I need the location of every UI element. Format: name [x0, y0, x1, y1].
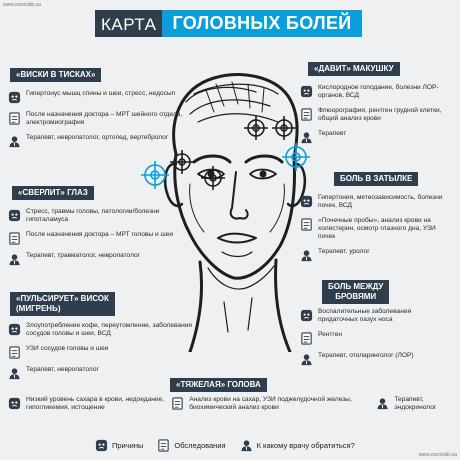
exam-icon	[8, 232, 21, 245]
header-brovi-line1: БОЛЬ МЕЖДУ	[328, 282, 384, 291]
legend-exams	[157, 438, 225, 452]
item-text: Терапевт, уролог	[318, 248, 370, 255]
site-url-bottom: www.euroclab.ua	[418, 452, 457, 458]
doctor-icon	[8, 253, 21, 266]
item-text: УЗИ сосудов головы и шеи	[26, 345, 109, 352]
item-text: Терапевт, невропатолог, ортопед, вертебролог	[26, 134, 169, 141]
legend-doctor	[240, 438, 355, 452]
item-text: Гипертонус мышц спины и шеи, стресс, недосып	[26, 90, 176, 97]
item-text: Терапевт, невропатолог	[26, 366, 99, 373]
header-tyazhelaya: «ТЯЖЕЛАЯ» ГОЛОВА	[170, 378, 267, 392]
header-pulsiruet-line1: «ПУЛЬСИРУЕТ» ВИСОК	[16, 294, 109, 303]
list-item	[8, 345, 194, 359]
exam-icon	[300, 332, 313, 345]
page-title	[95, 10, 362, 37]
legend-causes	[95, 438, 143, 452]
item-text: «Почечные пробы», анализ крови на холестерин, осмотр глазного дна, УЗИ почек	[318, 217, 436, 240]
item-text: Низкий уровень сахара в крови, недоедание, гипогликемия, истощение	[26, 396, 165, 411]
section-davit	[300, 84, 452, 151]
item-text: Гипертония, метеозависимость, болезни почек, ВСД	[318, 194, 443, 209]
doctor-icon	[376, 397, 389, 410]
list-item	[300, 248, 452, 262]
item-text: Терапевт, эндокринолог	[394, 396, 437, 411]
header-pulsiruet	[10, 292, 115, 316]
list-item	[376, 396, 456, 412]
list-item	[300, 130, 452, 144]
cause-icon	[95, 439, 108, 452]
legend-causes-label: Причины	[112, 440, 144, 450]
item-text: Терапевт	[318, 130, 347, 137]
item-text: Кислородное голодание, болезни ЛОР-органов, ВСД	[318, 84, 439, 99]
doctor-icon	[240, 439, 253, 452]
doctor-icon	[8, 367, 21, 380]
doctor-icon	[300, 249, 313, 262]
list-item	[300, 217, 452, 241]
section-tyazhelaya	[8, 396, 456, 419]
title-part2: ГОЛОВНЫХ БОЛЕЙ	[162, 10, 361, 37]
item-text: Злоупотребление кофе, переутомление, заболевания сосудов головы и шеи, ВСД	[26, 322, 192, 337]
list-item	[300, 84, 452, 100]
cause-icon	[300, 85, 313, 98]
cause-icon	[8, 397, 21, 410]
header-sverlit: «СВЕРЛИТ» ГЛАЗ	[12, 186, 94, 200]
cause-icon	[8, 91, 21, 104]
header-brovi	[322, 280, 389, 304]
list-item	[300, 331, 452, 345]
legend-doctor-label: К какому врачу обратиться?	[256, 440, 355, 450]
legend	[95, 438, 369, 452]
section-pulsiruet	[8, 322, 194, 387]
header-viski: «ВИСКИ В ТИСКАХ»	[10, 68, 101, 82]
item-text: Флюорография, рентген грудной клетки, общий анализ крови	[318, 107, 442, 122]
list-item	[8, 396, 167, 412]
item-text: Терапевт, травматолог, невропатолог	[26, 252, 141, 259]
header-pulsiruet-line2: (МИГРЕНЬ)	[16, 304, 61, 313]
header-zatylok: БОЛЬ В ЗАТЫЛКЕ	[334, 172, 418, 186]
exam-icon	[8, 112, 21, 125]
item-text: Терапевт, отоларинголог (ЛОР)	[318, 352, 414, 359]
exam-icon	[8, 346, 21, 359]
cause-icon	[8, 209, 21, 222]
list-item	[8, 134, 184, 148]
item-text: После назначения доктора – МРТ головы и шеи	[26, 231, 174, 238]
item-text: Стресс, травмы головы, патологии/болезни гипоталамуса	[26, 208, 160, 223]
header-davit: «ДАВИТ» МАКУШКУ	[308, 62, 400, 76]
header-brovi-line2: БРОВЯМИ	[335, 292, 377, 301]
doctor-icon	[300, 353, 313, 366]
legend-exams-label: Обследования	[174, 440, 226, 450]
list-item	[8, 366, 194, 380]
list-item	[8, 111, 184, 127]
exam-icon	[171, 397, 184, 410]
list-item	[8, 90, 184, 104]
title-part1: КАРТА	[95, 10, 162, 37]
list-item	[8, 231, 184, 245]
list-item	[8, 252, 184, 266]
section-viski	[8, 90, 184, 155]
item-text: Анализ крови на сахар, УЗИ поджелудочной железы, биохимический анализ крови	[189, 396, 352, 411]
list-item	[300, 308, 452, 324]
exam-icon	[300, 108, 313, 121]
item-text: Рентген	[318, 331, 343, 338]
cause-icon	[300, 309, 313, 322]
site-url-top: www.euroclab.ua	[3, 2, 42, 8]
list-item	[300, 352, 452, 366]
list-item	[300, 107, 452, 123]
cause-icon	[300, 195, 313, 208]
list-item	[171, 396, 370, 412]
exam-icon	[157, 439, 170, 452]
list-item	[300, 194, 452, 210]
section-zatylok	[300, 194, 452, 269]
section-brovi	[300, 308, 452, 373]
cause-icon	[8, 323, 21, 336]
section-sverlit	[8, 208, 184, 273]
doctor-icon	[300, 131, 313, 144]
doctor-icon	[8, 135, 21, 148]
item-text: После назначения доктора – МРТ шейного отдела, электромиография	[26, 111, 183, 126]
list-item	[8, 208, 184, 224]
item-text: Воспалительные заболевания придаточных пазух носа	[318, 308, 412, 323]
exam-icon	[300, 218, 313, 231]
list-item	[8, 322, 194, 338]
